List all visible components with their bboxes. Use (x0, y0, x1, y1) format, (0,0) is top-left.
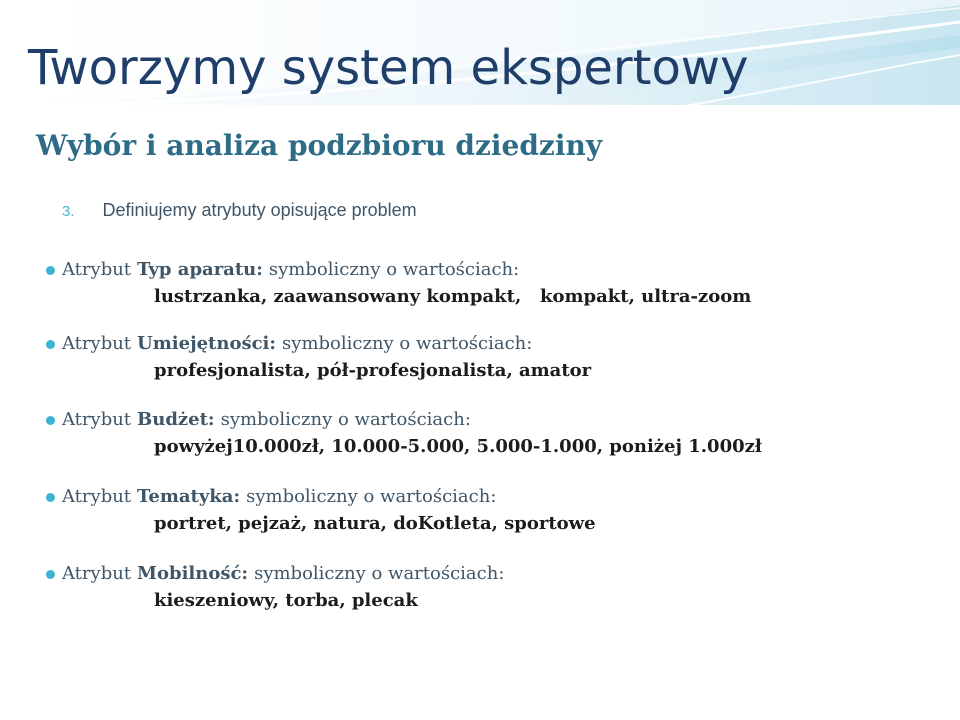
attribute-values: profesjonalista, pół-profesjonalista, amator (154, 360, 592, 381)
attribute-name: Umiejętności: (137, 333, 277, 354)
bullet-icon (46, 570, 55, 579)
step-text: Definiujemy atrybuty opisujące problem (102, 200, 417, 220)
bullet-icon (46, 493, 55, 502)
attribute-prefix: Atrybut (62, 259, 132, 280)
numbered-step (62, 200, 417, 221)
slide-subtitle: Wybór i analiza podzbioru dziedziny (36, 129, 603, 162)
attribute-description: symboliczny o wartościach: (220, 409, 471, 430)
bullet-icon (46, 266, 55, 275)
attribute-values: powyżej10.000zł, 10.000-5.000, 5.000-1.000, poniżej 1.000zł (154, 436, 762, 457)
attribute-values: portret, pejzaż, natura, doKotleta, sportowe (154, 513, 596, 534)
attribute-name: Tematyka: (137, 486, 241, 507)
attribute-name: Mobilność: (137, 563, 249, 584)
attribute-item-typ-aparatu (46, 257, 751, 311)
attribute-description: symboliczny o wartościach: (282, 333, 533, 354)
attribute-prefix: Atrybut (62, 409, 132, 430)
attribute-description: symboliczny o wartościach: (254, 563, 505, 584)
bullet-icon (46, 340, 55, 349)
attribute-description: symboliczny o wartościach: (246, 486, 497, 507)
attribute-item-tematyka (46, 484, 596, 538)
attribute-prefix: Atrybut (62, 486, 132, 507)
attribute-item-mobilnosc (46, 561, 504, 615)
attribute-prefix: Atrybut (62, 333, 132, 354)
attribute-item-umiejetnosci (46, 331, 591, 385)
step-number: 3. (62, 203, 75, 220)
attribute-item-budzet (46, 407, 762, 461)
attribute-prefix: Atrybut (62, 563, 132, 584)
slide-title: Tworzymy system ekspertowy (28, 40, 749, 96)
attribute-name: Budżet: (137, 409, 215, 430)
attribute-values: kieszeniowy, torba, plecak (154, 590, 418, 611)
attribute-description: symboliczny o wartościach: (268, 259, 520, 280)
attribute-values: lustrzanka, zaawansowany kompakt, kompakt, ultra-zoom (154, 286, 752, 307)
bullet-icon (46, 416, 55, 425)
attribute-name: Typ aparatu: (137, 259, 263, 280)
